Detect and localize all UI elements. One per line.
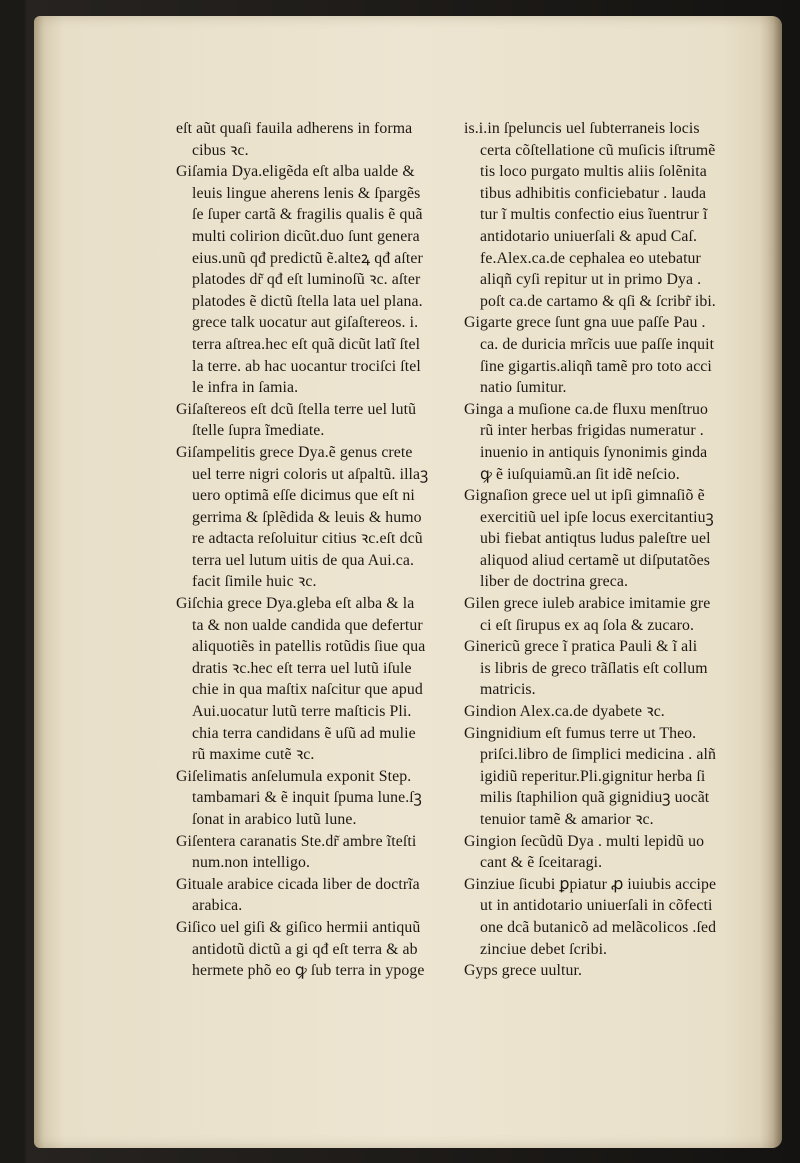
text-line: natio ſumitur. — [480, 379, 567, 397]
text-line: chie in qua maſtix naſcitur que apud — [192, 681, 423, 699]
text-line: Giſico uel giſi & giſico hermii antiquũ — [176, 918, 421, 936]
text-line: matricis. — [480, 681, 536, 699]
text-line: Ginziue ſicubi ꝑpiatur ꝓ iuiubis accipe — [464, 875, 717, 893]
text-line: one dcã butanicõ ad melãcolicos .ſed — [480, 918, 717, 936]
text-line: re adtacta reſoluitur citius ꝛc.eſt dcũ — [192, 530, 423, 548]
text-line: Aui.uocatur lutũ terre maſticis Pli. — [192, 703, 412, 721]
text-line: arabica. — [192, 897, 243, 915]
text-line: gerrima & ſplẽdida & leuis & humo — [192, 508, 422, 526]
text-line: igidiũ reperitur.Pli.gignitur herba ſi — [480, 767, 706, 785]
text-line: dratis ꝛc.hec eſt terra uel lutũ iſule — [192, 659, 412, 677]
text-line: num.non intelligo. — [192, 854, 311, 872]
text-line: Gignaſion grece uel ut ipſi gimnaſiõ ẽ — [464, 487, 705, 505]
text-line: cant & ẽ ſceitaragi. — [480, 854, 603, 872]
text-line: antidotario uniuerſali & apud Caſ. — [480, 227, 698, 245]
text-line: ſine gigartis.aliqñ tamẽ pro toto acci — [480, 357, 712, 375]
text-line: is.i.in ſpeluncis uel ſubterraneis locis — [464, 120, 700, 137]
text-line: exercitiũ uel ipſe locus exercitantiuꝫ — [480, 508, 714, 526]
text-line: leuis lingue aherens lenis & ſpargẽs — [192, 184, 421, 202]
text-line: terra aſtrea.hec eſt quã dicũt latĩ ſtel — [192, 335, 421, 353]
text-line: facit ſimile huic ꝛc. — [192, 573, 317, 591]
text-line: rũ inter herbas frigidas numeratur . — [480, 422, 704, 440]
text-line: ſe ſuper cartã & fragilis qualis ẽ quã — [192, 206, 423, 224]
text-line: zinciue debet ſcribi. — [480, 940, 608, 958]
text-line: Gyps grece uultur. — [464, 962, 583, 980]
right-text-column — [464, 118, 744, 982]
text-line: ut in antidotario uniuerſali in cõfecti — [480, 897, 713, 915]
text-line: Gindion Alex.ca.de dyabete ꝛc. — [464, 703, 665, 721]
text-line: tibus adhibitis conficiebatur . lauda — [480, 184, 707, 202]
text-line: uero optimã eſſe dicimus que eſt ni — [192, 487, 415, 505]
page-edge-shadow — [760, 16, 782, 1148]
text-line: Giſelimatis anſelumula exponit Step. — [176, 767, 412, 785]
text-line: Ginga a muſione ca.de fluxu menſtruo — [464, 400, 708, 418]
text-line: aliquod aliud certamẽ ut diſputatões — [480, 551, 710, 569]
text-line: antidotũ dictũ a gi qđ eſt terra & ab — [192, 940, 418, 958]
text-line: tur ĩ multis confectio eius ĩuentrur ĩ — [480, 206, 708, 224]
text-line: Gingion ſecũdũ Dya . multi lepidũ uo — [464, 832, 705, 850]
text-line: poſt ca.de cartamo & qſi & ſcribr̃ ibi. — [480, 292, 716, 310]
text-line: ſonat in arabico lutũ lune. — [192, 811, 357, 828]
text-line: Giſentera caranatis Ste.dr̃ ambre ĩteſti — [176, 832, 417, 850]
text-line: grece talk uocatur aut giſaſtereos. i. — [192, 314, 419, 332]
text-line: tambamari & ẽ inquit ſpuma lune.ſꝫ — [192, 789, 422, 807]
text-line: multi colirion dicũt.duo ſunt genera — [192, 227, 420, 245]
text-line: ꝙ ẽ iuſquiamũ.an ſit idẽ neſcio. — [480, 465, 680, 483]
text-line: le infra in ſamia. — [192, 379, 299, 397]
text-line: platodes dr̃ qđ eſt luminoſũ ꝛc. aſter — [192, 271, 421, 289]
text-line: ſtelle ſupra ĩmediate. — [192, 422, 325, 440]
text-line: inuenio in antiquis ſynonimis ginda — [480, 443, 708, 461]
text-line: tis loco purgato multis aliis ſolẽnita — [480, 163, 707, 181]
text-line: la terre. ab hac uocantur trociſci ſtel — [192, 357, 421, 375]
text-line: terra uel lutum uitis de qua Aui.ca. — [192, 551, 415, 569]
text-line: ubi fiebat antiqtus ludus paleſtre uel — [480, 530, 711, 548]
text-line: Giſaſtereos eſt dcũ ſtella terre uel lutũ — [176, 400, 417, 418]
text-line: liber de doctrina greca. — [480, 573, 629, 591]
text-line: Giſampelitis grece Dya.ẽ genus crete — [176, 443, 413, 461]
text-line: cibus ꝛc. — [192, 141, 249, 159]
text-line: Giſamia Dya.eligẽda eſt alba ualde & — [176, 163, 415, 181]
text-line: platodes ẽ dictũ ſtella lata uel plana. — [192, 292, 423, 310]
text-line: milis ſtaphilion quã gignidiuꝫ uocãt — [480, 789, 710, 807]
text-line: aliqñ cyſi repitur ut in primo Dya . — [480, 271, 702, 289]
text-line: tenuior tamẽ & amarior ꝛc. — [480, 811, 654, 828]
text-line: fe.Alex.ca.de cephalea eo utebatur — [480, 249, 701, 267]
text-line: certa cõſtellatione cũ muſicis iſtrumẽ — [480, 141, 716, 159]
left-text-column — [176, 118, 454, 982]
text-line: Giſchia grece Dya.gleba eſt alba & la — [176, 595, 415, 613]
text-line: Gituale arabice cicada liber de doctrĩa — [176, 875, 420, 893]
text-line: chia terra candidans ẽ uſũ ad mulie — [192, 724, 416, 742]
text-line: priſci.libro de ſimplici medicina . alñ — [480, 746, 716, 764]
text-line: ci eſt ſirupus ex aq ſola & zucaro. — [480, 616, 695, 634]
text-line: aliquotiẽs in patellis rotũdis ſiue qua — [192, 638, 426, 656]
text-line: rũ maxime cutẽ ꝛc. — [192, 746, 315, 764]
text-line: Gilen grece iuleb arabice imitamie gre — [464, 595, 711, 613]
text-line: is libris de greco trãſlatis eſt collum — [480, 659, 708, 677]
text-line: hermete phõ eo ꝙ ſub terra in ypoge — [192, 962, 425, 980]
text-line: ta & non ualde candida que defertur — [192, 616, 423, 634]
text-line: Gingnidium eſt fumus terre ut Theo. — [464, 724, 697, 742]
text-line: eius.unũ qđ predictũ ẽ.alteꝝ qđ aſter — [192, 249, 423, 267]
text-line: eſt aũt quaſi fauila adherens in forma — [176, 120, 413, 137]
text-line: uel terre nigri coloris ut aſpaltũ. illaꝫ — [192, 465, 429, 483]
text-line: Ginericũ grece ĩ pratica Pauli & ĩ ali — [464, 638, 698, 656]
text-line: Gigarte grece ſunt gna uue paſſe Pau . — [464, 314, 706, 332]
text-line: ca. de duricia mrĩcis uue paſſe inquit — [480, 335, 715, 353]
